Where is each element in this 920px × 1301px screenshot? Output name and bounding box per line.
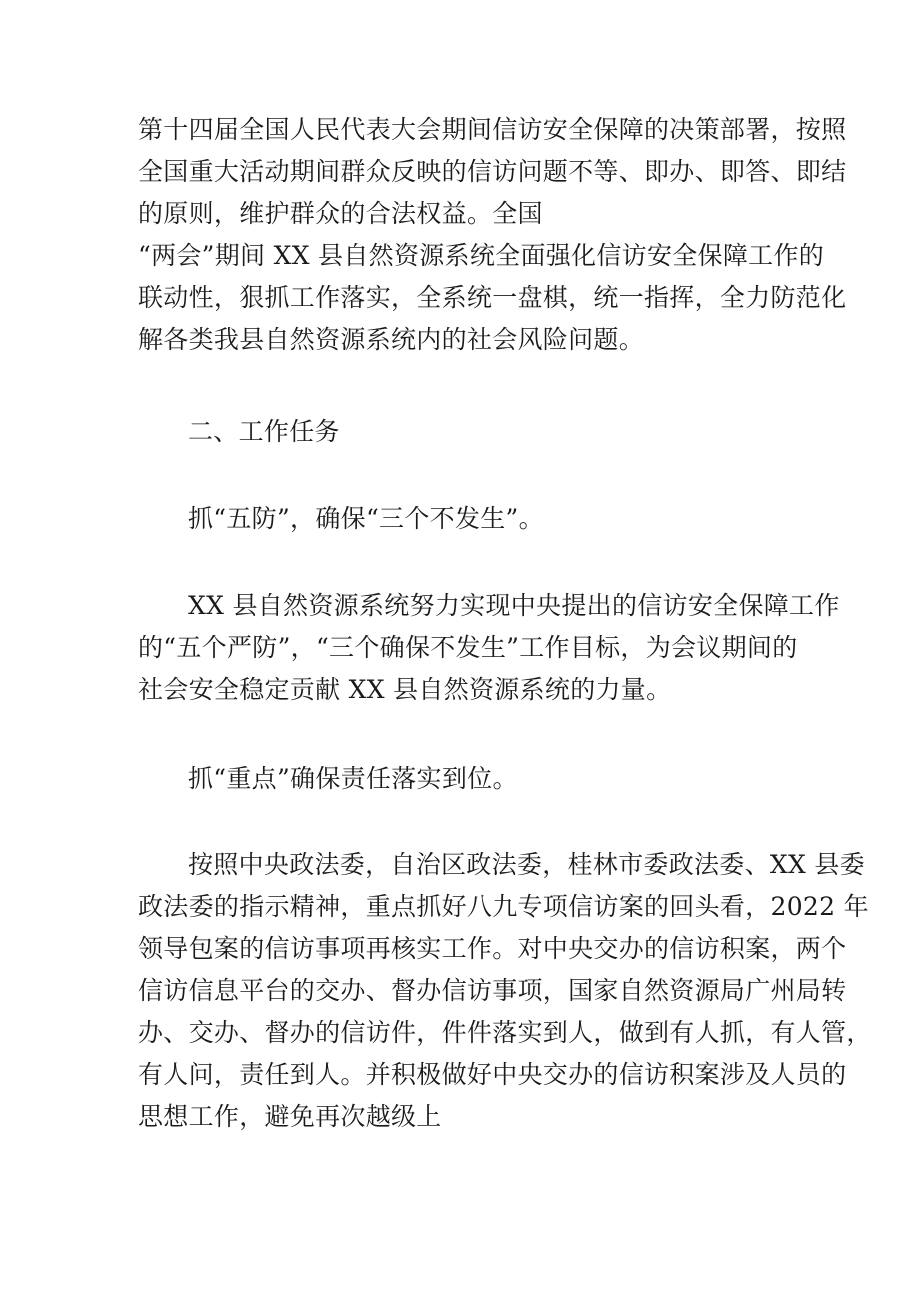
text-line: 社会安全稳定贡献 XX 县自然资源系统的力量。 xyxy=(138,675,672,704)
text-line: 解各类我县自然资源系统内的社会风险问题。 xyxy=(138,325,645,354)
text-line: 的“五个严防”，“三个确保不发生”工作目标，为会议期间的 xyxy=(138,633,798,662)
section-heading: 二、工作任务 xyxy=(188,417,340,446)
text-line: 按照中央政法委，自治区政法委，桂林市委政法委、XX 县委 xyxy=(188,850,865,879)
text-line: 办、交办、督办的信访件，件件落实到人，做到有人抓，有人管， xyxy=(138,1018,872,1047)
text-line: 政法委的指示精神，重点抓好八九专项信访案的回头看，2022 年 xyxy=(138,892,869,921)
sub-heading-five-prevention: 抓“五防”，确保“三个不发生”。 xyxy=(188,504,544,533)
paragraph-responsibilities xyxy=(138,844,872,1138)
text-line: 的原则，维护群众的合法权益。全国 xyxy=(138,199,543,228)
text-line: 第十四届全国人民代表大会期间信访安全保障的决策部署，按照 xyxy=(138,115,847,144)
text-line: 信访信息平台的交办、督办信访事项，国家自然资源局广州局转 xyxy=(138,976,847,1005)
text-line: 思想工作，避免再次越级上 xyxy=(138,1102,442,1131)
text-line: XX 县自然资源系统努力实现中央提出的信访安全保障工作 xyxy=(188,591,840,620)
text-line: 联动性，狠抓工作落实，全系统一盘棋，统一指挥，全力防范化 xyxy=(138,283,847,312)
sub-heading-key-points: 抓“重点”确保责任落实到位。 xyxy=(188,764,518,793)
paragraph-intro xyxy=(138,109,847,361)
text-line: 有人问，责任到人。并积极做好中央交办的信访积案涉及人员的 xyxy=(138,1060,847,1089)
text-line: 领导包案的信访事项再核实工作。对中央交办的信访积案，两个 xyxy=(138,934,847,963)
paragraph-goals xyxy=(138,585,840,711)
text-line: “两会”期间 XX 县自然资源系统全面强化信访安全保障工作的 xyxy=(138,241,825,270)
text-line: 全国重大活动期间群众反映的信访问题不等、即办、即答、即结 xyxy=(138,157,847,186)
